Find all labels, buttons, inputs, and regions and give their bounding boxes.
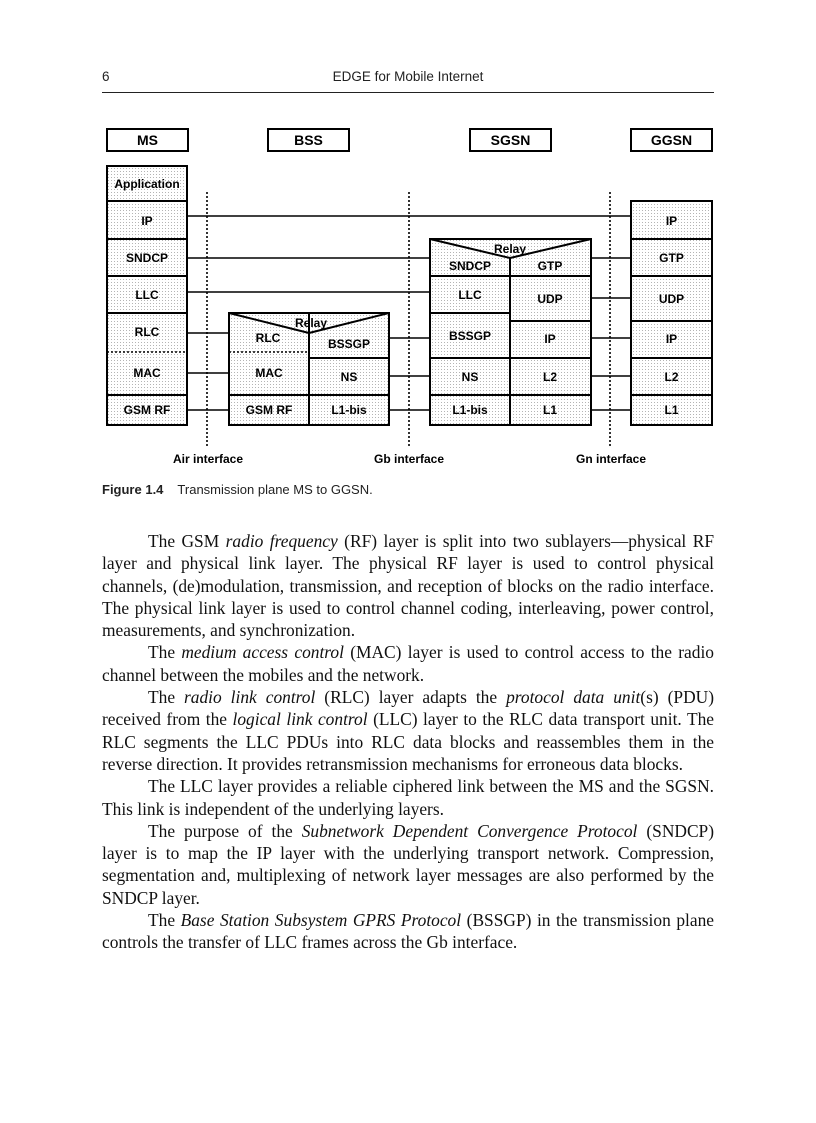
ggsn-layer-l1: L1 [664, 403, 679, 417]
paragraph-sndcp-layer: The purpose of the Subnetwork Dependent Convergence Protocol (SNDCP) layer is to map the IP layer with the underlying transport network. Compression, segmentation and, multiplexing of network layer messages are also performed by the SNDCP layer. [102, 820, 715, 908]
ms-layer-sndcp: SNDCP [125, 251, 169, 265]
gn-interface-label: Gn interface [575, 452, 647, 466]
ms-layer-rlc: RLC [134, 325, 160, 339]
ggsn-layer-l2: L2 [664, 370, 679, 384]
sgsn-layer-ns: NS [461, 370, 479, 384]
bss-layer-ns: NS [340, 370, 358, 384]
title-ms: MS [137, 132, 158, 148]
ggsn-layer-ip: IP [665, 214, 678, 228]
paragraph-bssgp-layer: The Base Station Subsystem GPRS Protocol (BSSGP) in the transmission plane controls the transfer of LLC frames across the Gb interface. [102, 910, 714, 953]
sgsn-layer-l2: L2 [542, 370, 558, 384]
figure-caption [102, 482, 373, 497]
ggsn-layer-gtp: GTP [659, 251, 684, 265]
sgsn-layer-gtp: GTP [537, 259, 563, 273]
sgsn-relay: Relay [493, 242, 527, 256]
paragraph-rf-layer: The GSM radio frequency (RF) layer is split into two sublayers—physical RF layer and physical link layer. The physical RF layer is used to control physical channels, (de)modulation, transmission, and reception of blocks on the radio interface. The physical link layer is used to control channel coding, interleaving, power control, measurements, and synchronization. [102, 531, 714, 641]
running-title: EDGE for Mobile Internet [332, 69, 484, 84]
air-interface-label: Air interface [172, 452, 244, 466]
ms-layer-llc: LLC [135, 288, 159, 302]
bss-relay: Relay [294, 316, 328, 330]
bss-layer-mac: MAC [255, 366, 283, 380]
sgsn-layer-llc: LLC [458, 288, 482, 302]
entity-titles [107, 129, 712, 151]
sgsn-layer-udp: UDP [537, 292, 563, 306]
bss-layer-bssgp: BSSGP [327, 337, 371, 351]
title-bss: BSS [294, 132, 323, 148]
paragraph-mac-layer: The medium access control (MAC) layer is used to control access to the radio channel between the mobiles and the network. [102, 642, 714, 685]
ms-layer-mac: MAC [133, 366, 161, 380]
gb-interface-label: Gb interface [373, 452, 445, 466]
sgsn-layer-bssgp: BSSGP [448, 329, 492, 343]
ms-stack [107, 166, 187, 425]
ggsn-layer-ip-2: IP [665, 332, 678, 346]
ggsn-layer-udp: UDP [658, 292, 685, 306]
bss-layer-l1bis: L1-bis [331, 403, 367, 417]
ms-layer-ip: IP [141, 214, 153, 228]
sgsn-stack [430, 239, 591, 425]
paragraph-llc-layer: The LLC layer provides a reliable ciphered link between the MS and the SGSN. This link is independent of the underlying layers. [102, 776, 714, 819]
ms-layer-gsm-rf: GSM RF [123, 403, 171, 417]
figure-caption-text: Transmission plane MS to GGSN. [177, 482, 373, 497]
title-ggsn: GGSN [650, 132, 693, 148]
body-text [102, 530, 714, 954]
title-sgsn: SGSN [490, 132, 531, 148]
ms-layer-application: Application [114, 177, 180, 191]
bss-layer-rlc: RLC [255, 331, 281, 345]
sgsn-layer-l1: L1 [542, 403, 558, 417]
sgsn-layer-l1bis: L1-bis [452, 403, 488, 417]
sgsn-layer-ip: IP [544, 332, 556, 346]
sgsn-layer-sndcp: SNDCP [448, 259, 492, 273]
figure-number: Figure 1.4 [102, 482, 164, 497]
paragraph-rlc-layer: The radio link control (RLC) layer adapts the protocol data unit(s) (PDU) received from the logical link control (LLC) layer to the RLC data transport unit. The RLC segments the LLC PDUs into RLC data blocks and reassembles them in the reverse direction. It provides retransmission mechanisms for erroneous data blocks. [102, 687, 714, 774]
bss-layer-gsm-rf: GSM RF [245, 403, 293, 417]
bss-stack [229, 313, 389, 425]
protocol-stack-diagram [0, 0, 816, 480]
page-number: 6 [102, 69, 110, 84]
ggsn-stack [631, 201, 712, 425]
